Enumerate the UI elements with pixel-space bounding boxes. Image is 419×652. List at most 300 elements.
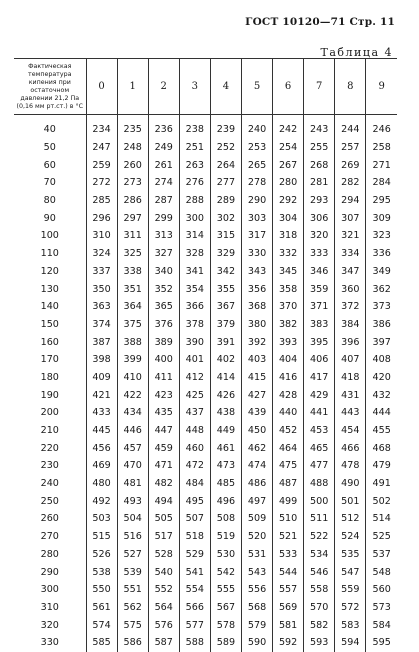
table-cell: 272 (86, 174, 117, 192)
table-cell: 509 (241, 510, 272, 528)
table-cell: 527 (117, 546, 148, 564)
table-cell: 307 (335, 209, 366, 227)
first-column-header: Фактическая температура кипения при остаточном давлении 21,2 Па (0,16 мм рт.ст.) в °С (14, 59, 86, 115)
table-cell: 418 (335, 369, 366, 387)
table-cell: 479 (366, 457, 397, 475)
table-cell: 441 (304, 404, 335, 422)
table-cell: 255 (304, 139, 335, 157)
table-cell: 518 (179, 528, 210, 546)
row-temperature-cell: 290 (40, 566, 59, 578)
table-cell: 388 (117, 333, 148, 351)
table-cell: 268 (304, 156, 335, 174)
table-cell: 410 (117, 369, 148, 387)
table-cell: 515 (86, 528, 117, 546)
table-cell: 454 (335, 422, 366, 440)
table-row (14, 280, 397, 298)
table-cell: 280 (273, 174, 304, 192)
table-cell: 285 (86, 192, 117, 210)
row-temperature-cell: 200 (40, 407, 59, 419)
table-cell: 537 (366, 546, 397, 564)
table-row (14, 245, 397, 263)
table-cell: 399 (117, 351, 148, 369)
table-cell: 455 (366, 422, 397, 440)
table-row (14, 475, 397, 493)
table-cell: 356 (241, 280, 272, 298)
column-header: 1 (117, 59, 148, 115)
table-cell: 264 (210, 156, 241, 174)
table-row (14, 439, 397, 457)
table-cell: 551 (117, 581, 148, 599)
table-cell: 573 (366, 599, 397, 617)
table-cell: 333 (304, 245, 335, 263)
table-cell: 570 (304, 599, 335, 617)
table-row (14, 386, 397, 404)
table-cell: 403 (241, 351, 272, 369)
column-header: 9 (366, 59, 397, 115)
table-cell: 364 (117, 298, 148, 316)
row-temperature-cell: 130 (40, 283, 59, 295)
table-cell: 500 (304, 492, 335, 510)
table-cell: 414 (210, 369, 241, 387)
table-cell: 507 (179, 510, 210, 528)
row-temperature-cell: 50 (43, 142, 56, 154)
table-cell: 376 (148, 316, 179, 334)
table-cell: 253 (241, 139, 272, 157)
row-temperature-cell: 210 (40, 425, 59, 437)
table-cell: 568 (241, 599, 272, 617)
table-cell: 478 (335, 457, 366, 475)
table-cell: 561 (86, 599, 117, 617)
column-header: 5 (241, 59, 272, 115)
table-cell: 501 (335, 492, 366, 510)
table-row (14, 115, 397, 139)
table-cell: 246 (366, 115, 397, 139)
table-cell: 426 (210, 386, 241, 404)
table-row (14, 174, 397, 192)
table-cell: 334 (335, 245, 366, 263)
table-cell: 439 (241, 404, 272, 422)
table-cell: 366 (179, 298, 210, 316)
table-cell: 544 (273, 563, 304, 581)
table-cell: 370 (273, 298, 304, 316)
table-cell: 315 (210, 227, 241, 245)
table-row (14, 634, 397, 652)
table-cell: 251 (179, 139, 210, 157)
table-cell: 510 (273, 510, 304, 528)
table-cell: 487 (273, 475, 304, 493)
table-cell: 444 (366, 404, 397, 422)
table-cell: 367 (210, 298, 241, 316)
row-temperature-cell: 90 (43, 212, 56, 224)
table-cell: 445 (86, 422, 117, 440)
table-cell: 440 (273, 404, 304, 422)
table-cell: 578 (210, 616, 241, 634)
table-cell: 560 (366, 581, 397, 599)
table-cell: 519 (210, 528, 241, 546)
table-cell: 425 (179, 386, 210, 404)
table-cell: 252 (210, 139, 241, 157)
table-cell: 546 (304, 563, 335, 581)
row-temperature-cell: 40 (43, 124, 56, 136)
table-cell: 337 (86, 263, 117, 281)
table-cell: 374 (86, 316, 117, 334)
table-cell: 288 (179, 192, 210, 210)
table-cell: 345 (273, 263, 304, 281)
table-cell: 494 (148, 492, 179, 510)
table-cell: 398 (86, 351, 117, 369)
table-cell: 508 (210, 510, 241, 528)
table-caption: Таблица 4 (320, 46, 393, 59)
table-cell: 292 (273, 192, 304, 210)
table-cell: 402 (210, 351, 241, 369)
table-cell: 249 (148, 139, 179, 157)
table-cell: 391 (210, 333, 241, 351)
table-cell: 569 (273, 599, 304, 617)
table-cell: 485 (210, 475, 241, 493)
column-header: 2 (148, 59, 179, 115)
table-cell: 502 (366, 492, 397, 510)
table-cell: 566 (179, 599, 210, 617)
table-cell: 562 (117, 599, 148, 617)
table-cell: 302 (210, 209, 241, 227)
table-cell: 295 (366, 192, 397, 210)
table-cell: 593 (304, 634, 335, 652)
table-cell: 323 (366, 227, 397, 245)
table-cell: 294 (335, 192, 366, 210)
table-row (14, 581, 397, 599)
column-header: 4 (210, 59, 241, 115)
table-cell: 400 (148, 351, 179, 369)
table-cell: 259 (86, 156, 117, 174)
table-cell: 582 (304, 616, 335, 634)
table-cell: 379 (210, 316, 241, 334)
table-cell: 363 (86, 298, 117, 316)
table-cell: 492 (86, 492, 117, 510)
table-cell: 538 (86, 563, 117, 581)
table-cell: 475 (273, 457, 304, 475)
table-cell: 466 (335, 439, 366, 457)
table-cell: 497 (241, 492, 272, 510)
table-cell: 329 (210, 245, 241, 263)
table-cell: 296 (86, 209, 117, 227)
table-cell: 235 (117, 115, 148, 139)
table-cell: 535 (335, 546, 366, 564)
table-row (14, 563, 397, 581)
table-cell: 273 (117, 174, 148, 192)
table-cell: 300 (179, 209, 210, 227)
table-cell: 304 (273, 209, 304, 227)
row-temperature-cell: 250 (40, 495, 59, 507)
table-cell: 282 (335, 174, 366, 192)
table-cell: 338 (117, 263, 148, 281)
table-cell: 482 (148, 475, 179, 493)
temperature-table (14, 58, 397, 652)
table-row (14, 510, 397, 528)
table-cell: 293 (304, 192, 335, 210)
table-cell: 550 (86, 581, 117, 599)
table-cell: 503 (86, 510, 117, 528)
row-temperature-cell: 80 (43, 195, 56, 207)
table-cell: 431 (335, 386, 366, 404)
table-cell: 382 (273, 316, 304, 334)
table-cell: 552 (148, 581, 179, 599)
table-cell: 579 (241, 616, 272, 634)
table-cell: 461 (210, 439, 241, 457)
table-cell: 583 (335, 616, 366, 634)
table-cell: 443 (335, 404, 366, 422)
table-cell: 526 (86, 546, 117, 564)
column-header: 3 (179, 59, 210, 115)
table-row (14, 209, 397, 227)
row-temperature-cell: 310 (40, 601, 59, 613)
table-row (14, 156, 397, 174)
table-cell: 484 (179, 475, 210, 493)
table-cell: 522 (304, 528, 335, 546)
table-cell: 365 (148, 298, 179, 316)
table-cell: 588 (179, 634, 210, 652)
table-cell: 516 (117, 528, 148, 546)
table-cell: 558 (304, 581, 335, 599)
table-cell: 462 (241, 439, 272, 457)
data-table-container (14, 58, 397, 652)
table-cell: 490 (335, 475, 366, 493)
table-cell: 572 (335, 599, 366, 617)
table-cell: 447 (148, 422, 179, 440)
table-row (14, 351, 397, 369)
table-cell: 350 (86, 280, 117, 298)
table-cell: 543 (241, 563, 272, 581)
table-cell: 584 (366, 616, 397, 634)
table-cell: 460 (179, 439, 210, 457)
table-cell: 541 (179, 563, 210, 581)
table-cell: 238 (179, 115, 210, 139)
table-cell: 504 (117, 510, 148, 528)
table-cell: 576 (148, 616, 179, 634)
table-cell: 437 (179, 404, 210, 422)
table-cell: 287 (148, 192, 179, 210)
table-cell: 520 (241, 528, 272, 546)
table-row (14, 422, 397, 440)
table-cell: 290 (241, 192, 272, 210)
table-cell: 324 (86, 245, 117, 263)
table-row (14, 298, 397, 316)
table-cell: 457 (117, 439, 148, 457)
row-temperature-cell: 240 (40, 478, 59, 490)
table-cell: 505 (148, 510, 179, 528)
table-cell: 303 (241, 209, 272, 227)
table-row (14, 369, 397, 387)
table-cell: 421 (86, 386, 117, 404)
table-cell: 406 (304, 351, 335, 369)
table-cell: 587 (148, 634, 179, 652)
table-cell: 257 (335, 139, 366, 157)
table-row (14, 457, 397, 475)
table-row (14, 333, 397, 351)
table-cell: 390 (179, 333, 210, 351)
table-cell: 420 (366, 369, 397, 387)
table-cell: 244 (335, 115, 366, 139)
table-cell: 542 (210, 563, 241, 581)
table-cell: 286 (117, 192, 148, 210)
table-cell: 511 (304, 510, 335, 528)
table-cell: 521 (273, 528, 304, 546)
table-cell: 269 (335, 156, 366, 174)
table-cell: 396 (335, 333, 366, 351)
table-body (14, 115, 397, 652)
table-cell: 358 (273, 280, 304, 298)
table-row (14, 192, 397, 210)
table-cell: 408 (366, 351, 397, 369)
table-cell: 355 (210, 280, 241, 298)
table-cell: 263 (179, 156, 210, 174)
table-cell: 313 (148, 227, 179, 245)
table-cell: 586 (117, 634, 148, 652)
table-cell: 349 (366, 263, 397, 281)
table-cell: 281 (304, 174, 335, 192)
table-cell: 397 (366, 333, 397, 351)
table-cell: 415 (241, 369, 272, 387)
table-cell: 411 (148, 369, 179, 387)
table-cell: 473 (210, 457, 241, 475)
table-cell: 495 (179, 492, 210, 510)
table-cell: 548 (366, 563, 397, 581)
table-cell: 360 (335, 280, 366, 298)
table-cell: 395 (304, 333, 335, 351)
table-cell: 248 (117, 139, 148, 157)
table-cell: 585 (86, 634, 117, 652)
row-temperature-cell: 180 (40, 371, 59, 383)
table-cell: 384 (335, 316, 366, 334)
table-cell: 327 (148, 245, 179, 263)
row-temperature-cell: 330 (40, 637, 59, 649)
table-cell: 459 (148, 439, 179, 457)
table-cell: 533 (273, 546, 304, 564)
table-cell: 450 (241, 422, 272, 440)
table-cell: 474 (241, 457, 272, 475)
table-cell: 404 (273, 351, 304, 369)
row-temperature-cell: 60 (43, 159, 56, 171)
table-cell: 325 (117, 245, 148, 263)
table-cell: 470 (117, 457, 148, 475)
table-cell: 428 (273, 386, 304, 404)
page-header: ГОСТ 10120—71 Стр. 11 (245, 16, 395, 28)
table-cell: 314 (179, 227, 210, 245)
table-cell: 297 (117, 209, 148, 227)
table-cell: 309 (366, 209, 397, 227)
table-cell: 347 (335, 263, 366, 281)
table-cell: 265 (241, 156, 272, 174)
table-row (14, 492, 397, 510)
table-cell: 434 (117, 404, 148, 422)
row-temperature-cell: 110 (40, 248, 59, 260)
table-cell: 383 (304, 316, 335, 334)
table-cell: 529 (179, 546, 210, 564)
table-cell: 590 (241, 634, 272, 652)
table-cell: 486 (241, 475, 272, 493)
table-cell: 318 (273, 227, 304, 245)
table-cell: 260 (117, 156, 148, 174)
table-row (14, 263, 397, 281)
table-cell: 514 (366, 510, 397, 528)
table-cell: 559 (335, 581, 366, 599)
table-cell: 299 (148, 209, 179, 227)
table-cell: 380 (241, 316, 272, 334)
table-cell: 236 (148, 115, 179, 139)
table-cell: 471 (148, 457, 179, 475)
table-cell: 472 (179, 457, 210, 475)
table-cell: 239 (210, 115, 241, 139)
table-cell: 477 (304, 457, 335, 475)
table-cell: 330 (241, 245, 272, 263)
table-cell: 409 (86, 369, 117, 387)
table-cell: 539 (117, 563, 148, 581)
table-cell: 284 (366, 174, 397, 192)
column-header: 6 (273, 59, 304, 115)
column-header: 7 (304, 59, 335, 115)
table-header-row (14, 59, 397, 115)
table-cell: 247 (86, 139, 117, 157)
table-cell: 386 (366, 316, 397, 334)
table-cell: 234 (86, 115, 117, 139)
table-cell: 243 (304, 115, 335, 139)
table-cell: 343 (241, 263, 272, 281)
table-cell: 469 (86, 457, 117, 475)
row-temperature-cell: 120 (40, 265, 59, 277)
table-cell: 423 (148, 386, 179, 404)
table-cell: 378 (179, 316, 210, 334)
table-cell: 371 (304, 298, 335, 316)
table-cell: 496 (210, 492, 241, 510)
table-row (14, 528, 397, 546)
table-row (14, 616, 397, 634)
table-cell: 534 (304, 546, 335, 564)
table-cell: 499 (273, 492, 304, 510)
table-cell: 311 (117, 227, 148, 245)
row-temperature-cell: 160 (40, 336, 59, 348)
table-cell: 452 (273, 422, 304, 440)
table-cell: 372 (335, 298, 366, 316)
table-cell: 422 (117, 386, 148, 404)
table-cell: 595 (366, 634, 397, 652)
table-cell: 438 (210, 404, 241, 422)
table-cell: 278 (241, 174, 272, 192)
table-cell: 464 (273, 439, 304, 457)
table-cell: 465 (304, 439, 335, 457)
row-temperature-cell: 100 (40, 230, 59, 242)
table-cell: 488 (304, 475, 335, 493)
table-row (14, 139, 397, 157)
row-temperature-cell: 270 (40, 531, 59, 543)
table-cell: 271 (366, 156, 397, 174)
table-cell: 446 (117, 422, 148, 440)
table-cell: 289 (210, 192, 241, 210)
table-cell: 242 (273, 115, 304, 139)
table-cell: 240 (241, 115, 272, 139)
table-row (14, 316, 397, 334)
column-header: 8 (335, 59, 366, 115)
table-cell: 564 (148, 599, 179, 617)
table-cell: 581 (273, 616, 304, 634)
table-cell: 575 (117, 616, 148, 634)
table-cell: 359 (304, 280, 335, 298)
table-cell: 555 (210, 581, 241, 599)
table-cell: 328 (179, 245, 210, 263)
table-cell: 435 (148, 404, 179, 422)
table-cell: 589 (210, 634, 241, 652)
table-cell: 351 (117, 280, 148, 298)
row-temperature-cell: 220 (40, 442, 59, 454)
table-cell: 556 (241, 581, 272, 599)
